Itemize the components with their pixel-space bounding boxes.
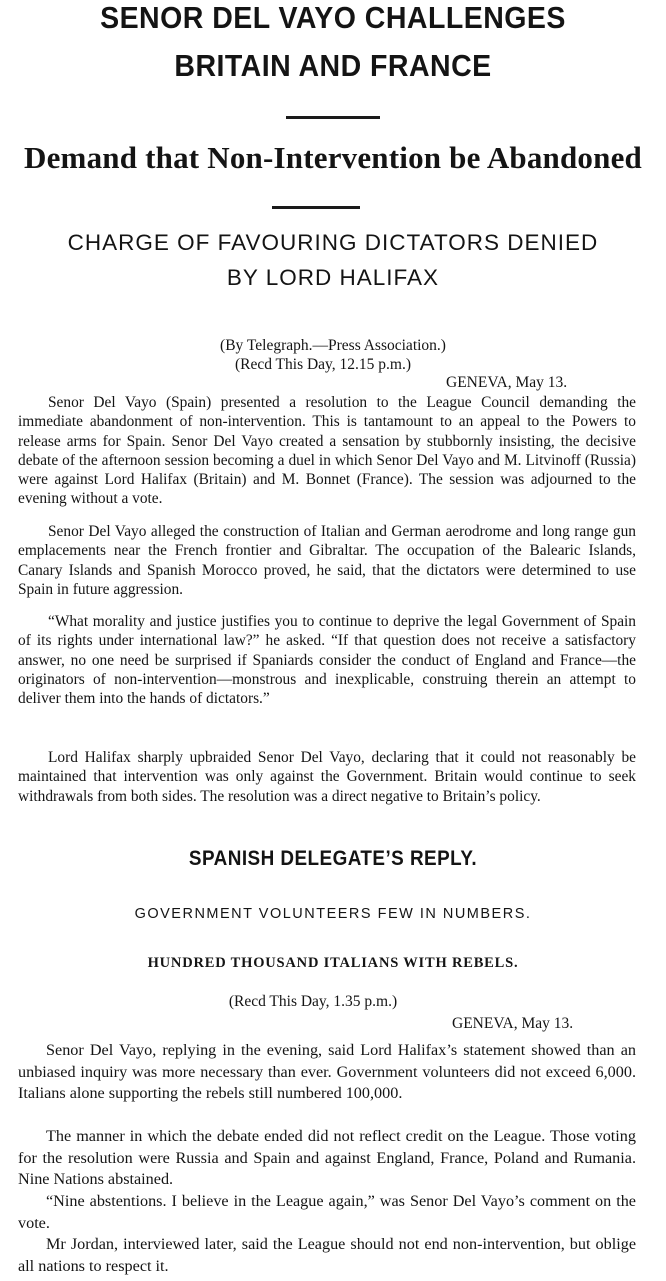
- subheadline: Demand that Non-Intervention be Abandoned: [24, 140, 642, 175]
- dateline-place-2: GENEVA, May 13.: [452, 1015, 574, 1032]
- deck-line-2: BY LORD HALIFAX: [226, 265, 440, 290]
- divider-rule-2: [272, 206, 360, 209]
- section-subheading-2: HUNDRED THOUSAND ITALIANS WITH REBELS.: [147, 955, 519, 971]
- article-paragraph: Senor Del Vayo (Spain) presented a resolution to the League Council demanding the immediate abandonment of non-intervention. This is tantamount to an appeal to the Powers to release arms for Spain. Senor Del Vayo created a sensation by stubbornly insisting, the decisive debate of the afternoon session becoming a duel in which Senor Del Vayo and M. Litvinoff (Russia) were against Lord Halifax (Britain) and M. Bonnet (France). The session was adjourned to the evening without a vote.: [18, 394, 636, 508]
- article-paragraph: Lord Halifax sharply upbraided Senor Del Vayo, declaring that it could not reasonably be maintained that intervention was only against the Government. Britain would continue to seek withdrawals from both sides. The resolution was a direct negative to Britain’s policy.: [18, 749, 636, 805]
- article-paragraph: “Nine abstentions. I believe in the League again,” was Senor Del Vayo’s comment on the vote.: [18, 1192, 636, 1232]
- section-heading: SPANISH DELEGATE’S REPLY.: [188, 847, 478, 870]
- headline-line-2: BRITAIN AND FRANCE: [174, 48, 492, 83]
- divider-rule-1: [286, 116, 380, 119]
- article-paragraph: The manner in which the debate ended did not reflect credit on the League. Those voting for the resolution were Russia and Spain and against England, France, Poland and Rumania. Nine Nations abstained.: [18, 1127, 636, 1189]
- deck-line-1: CHARGE OF FAVOURING DICTATORS DENIED: [67, 230, 599, 255]
- article-paragraph: “What morality and justice justifies you to continue to deprive the legal Government of Spain of its rights under international law?” he asked. “If that question does not receive a satisfactory answer, no one need be surprised if Spaniards consider the conduct of England and France—the originators of non-intervention—monstrous and inexplicable, construing therein an attempt to deliver them into the hands of dictators.”: [18, 613, 636, 708]
- dateline-place-1: GENEVA, May 13.: [446, 374, 568, 391]
- source-credit: (By Telegraph.—Press Association.): [220, 337, 446, 354]
- headline-line-1: SENOR DEL VAYO CHALLENGES: [100, 0, 566, 35]
- article-paragraph: Senor Del Vayo, replying in the evening, said Lord Halifax’s statement showed than an unbiased inquiry was more necessary than ever. Government volunteers did not exceed 6,000. Italians alone supporting the rebels still numbered 100,000.: [18, 1041, 636, 1103]
- section-subheading-1: GOVERNMENT VOLUNTEERS FEW IN NUMBERS.: [134, 906, 532, 922]
- received-time-1: (Recd This Day, 12.15 p.m.): [234, 356, 412, 373]
- received-time-2: (Recd This Day, 1.35 p.m.): [228, 993, 398, 1010]
- article-paragraph: Mr Jordan, interviewed later, said the League should not end non-intervention, but oblige all nations to respect it.: [18, 1235, 636, 1275]
- article-paragraph: Senor Del Vayo alleged the construction of Italian and German aerodrome and long range gun emplacements near the French frontier and Gibraltar. The occupation of the Balearic Islands, Canary Islands and Spanish Morocco proved, he said, that the dictators were determined to use Spain in future aggression.: [18, 523, 636, 598]
